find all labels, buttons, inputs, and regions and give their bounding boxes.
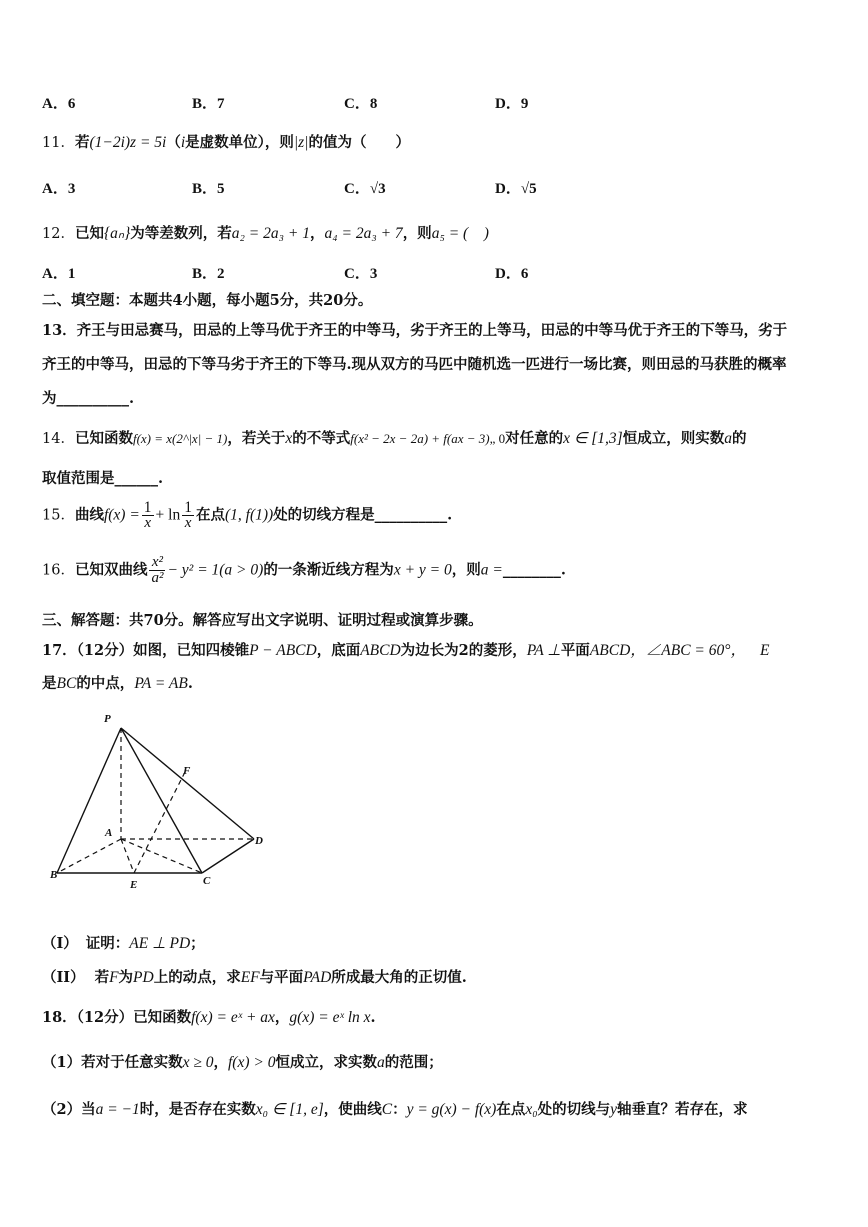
q12-options (42, 262, 782, 284)
q11-text-post: 的值为（ ） (308, 134, 410, 151)
q12-option-d: D．6 (495, 266, 529, 282)
q18-stem (42, 1006, 376, 1027)
label-E: E (130, 879, 138, 891)
q12-number: 12． (42, 226, 75, 242)
q12-text-mid1: 为等差数列，若 (130, 225, 232, 242)
q18-p1-f: f(x) > 0 (227, 1054, 276, 1071)
q11-option-c: C．√3 (344, 181, 386, 197)
q14-text-mid2: 的不等式 (292, 430, 351, 447)
q17-part2-c: 上的动点，求 (153, 969, 241, 986)
q11-number: 11． (42, 135, 75, 151)
q18-part-1 (42, 1051, 443, 1072)
q12-eq3: a₅ = ( ) (431, 225, 489, 242)
q18-p2-f: 处的切线与 (537, 1101, 611, 1118)
q15-stem (42, 500, 452, 531)
q14-a: a (724, 430, 732, 447)
q18-p1-a: 若对于任意实数 (81, 1054, 183, 1071)
q16-number: 16． (42, 562, 75, 579)
q10-option-d: D．9 (495, 96, 529, 112)
q11-options (42, 177, 782, 199)
q13-line-2: 齐王的中等马，田忌的下等马劣于齐王的下等马.现从双方的马匹中随机选一匹进行一场比赛，则田忌的马获胜的概率 (42, 356, 787, 373)
q11-text-mid: 是虚数单位），则 (185, 134, 294, 151)
q16-answer-var: a = (480, 561, 503, 579)
q17-line-2 (42, 672, 193, 693)
q17-part2-PAD: PAD (303, 969, 332, 986)
q11-text-pre: 若 (74, 134, 90, 151)
q13-line-1: 13．齐王与田忌赛马，田忌的上等马优于齐王的中等马，劣于齐王的上等马，田忌的中等马优于齐王的下等马，劣于 (42, 322, 788, 339)
q18-p2-x0b: x₀ (525, 1101, 538, 1118)
q14-text-mid1: ，若关于 (227, 430, 286, 447)
edge-PC (121, 728, 202, 873)
q10-option-c: C．8 (344, 96, 378, 112)
edge-EF (134, 772, 185, 873)
pyramid-figure (44, 708, 274, 893)
q17-part1-expr: AE ⊥ PD (129, 935, 191, 952)
q14-text-post: 的 (731, 430, 747, 447)
q17-part2-a: 若 (94, 969, 110, 986)
edge-AC (121, 839, 202, 873)
q17-text-b: ，底面 (316, 642, 361, 659)
q15-text-post: 处的切线方程是__________. (273, 506, 453, 524)
q14-function: f(x) = x(2^|x| − 1) (132, 431, 228, 446)
q14-inequality: f(x² − 2x − 2a) + f(ax − 3) (350, 431, 490, 446)
q17-E: E (759, 642, 770, 659)
q12-option-b: B．2 (192, 266, 225, 282)
q12-sequence: {aₙ} (103, 225, 131, 242)
q17-perp: PA ⊥ (526, 642, 561, 659)
q17-pa-eq-ab: PA = AB (134, 675, 188, 692)
q13-line-3: 为__________. (42, 390, 135, 407)
q14-variable: x (285, 430, 293, 447)
q18-p2-yaxis: y (610, 1101, 618, 1118)
section-solution-header: 三、解答题：共70分。解答应写出文字说明、证明过程或演算步骤。 (42, 612, 483, 629)
q18-p2-a: 当 (81, 1101, 96, 1118)
q12-text-pre: 已知 (74, 225, 104, 242)
q12-text-mid2: ，则 (402, 225, 432, 242)
q16-hyperbola: − y² = 1(a > 0) (167, 561, 264, 579)
q17-part2-b: 为 (118, 969, 134, 986)
q18-p2-label: （2） (42, 1101, 82, 1118)
label-P: P (104, 713, 111, 725)
q17-text-a: 17．（12分）如图，已知四棱锥 (42, 642, 250, 659)
q17-text-line2-b: 的中点， (76, 675, 135, 692)
q18-comma: ， (274, 1009, 290, 1026)
q17-part2-EF: EF (240, 969, 260, 986)
q18-p1-label: （1） (42, 1054, 82, 1071)
q17-part2-PD: PD (133, 969, 154, 986)
q14-text-mid3: 对任意的 (505, 430, 564, 447)
q17-line-1 (42, 638, 769, 660)
q17-base: ABCD (360, 642, 401, 659)
q16-frac-num: x² (149, 555, 165, 571)
q16-blank: ________. (502, 561, 566, 579)
q15-frac2-den: x (184, 515, 192, 531)
q16-text-mid: 的一条渐近线方程为 (263, 561, 394, 579)
q17-text-line2-c: . (187, 675, 193, 692)
label-D: D (255, 835, 263, 847)
q17-BC: BC (56, 675, 77, 692)
edge-CD (202, 839, 254, 873)
label-A: A (105, 827, 113, 839)
q18-p2-c: ，使曲线 (323, 1101, 382, 1118)
q16-text-mid2: ，则 (451, 561, 481, 579)
q17-part1-label: （I） (42, 935, 78, 952)
q17-pyramid: P − ABCD (249, 642, 317, 659)
q15-plus-ln: + ln (155, 506, 181, 524)
q18-p2-x0: x₀ ∈ [1, e] (255, 1101, 324, 1118)
label-C: C (203, 875, 211, 887)
q14-stem (42, 427, 746, 448)
q15-number: 15． (42, 507, 75, 524)
q18-p1-c: 恒成立，求实数 (275, 1054, 377, 1071)
q17-part2-e: 所成最大角的正切值. (331, 969, 467, 986)
q18-p1-d: 的范围； (384, 1054, 443, 1071)
q12-eq1: a₂ = 2a₃ + 1 (231, 225, 310, 242)
q17-text-c: 为边长为2的菱形， (400, 642, 527, 659)
q15-frac1-num: 1 (143, 499, 152, 516)
q15-function: f(x) = (103, 506, 140, 524)
q15-fraction-2 (182, 500, 194, 531)
q18-part-2 (42, 1098, 748, 1119)
q17-part2-d: 与平面 (259, 969, 304, 986)
q18-p2-cond: a = −1 (95, 1101, 140, 1118)
q17-part-1 (42, 932, 205, 953)
q18-f: f(x) = eˣ + ax (191, 1009, 275, 1026)
q17-part1-end: ； (190, 935, 205, 952)
q17-plane: ABCD (589, 642, 631, 659)
q14-number: 14． (42, 431, 75, 447)
q18-p1-a-var: a (376, 1054, 385, 1071)
q18-g: g(x) = eˣ ln x (289, 1009, 371, 1026)
q10-options (42, 92, 782, 114)
q15-frac2-num: 1 (184, 499, 192, 516)
q11-i: i (180, 134, 186, 151)
label-B: B (50, 869, 58, 881)
section-fill-in-header: 二、填空题：本题共4小题，每小题5分，共20分。 (42, 292, 373, 309)
q14-text-pre: 已知函数 (74, 430, 133, 447)
q15-point: (1, f(1)) (224, 506, 274, 524)
q18-p1-b: ， (213, 1054, 228, 1071)
q16-stem (42, 555, 566, 586)
q17-part2-label: （II） (42, 969, 85, 986)
q15-text-mid: 在点 (195, 506, 225, 524)
edge-AB (57, 839, 121, 873)
q15-frac1-den: x (144, 515, 151, 531)
q14-domain: x ∈ [1,3] (563, 430, 623, 447)
q18-p2-b: 时，是否存在实数 (139, 1101, 256, 1118)
q16-text-pre: 已知双曲线 (74, 561, 148, 579)
q17-part-2 (42, 966, 467, 987)
q18-dot: . (370, 1009, 376, 1026)
q11-expression: (1−2i)z = 5i (89, 134, 167, 151)
q18-text-a: 18．（12分）已知函数 (42, 1009, 192, 1026)
q12-comma: ， (309, 225, 325, 242)
q15-text-pre: 曲线 (74, 506, 104, 524)
q11-option-b: B．5 (192, 181, 225, 197)
q17-part2-F: F (109, 969, 119, 986)
q16-frac-den: a² (151, 570, 164, 586)
q12-option-a: A．1 (42, 266, 76, 282)
q17-angle: ，∠ABC = 60°， (630, 642, 746, 659)
edge-PB (57, 728, 121, 873)
q17-part1-text: 证明： (85, 935, 130, 952)
label-F: F (183, 765, 191, 777)
q11-paren: （ (166, 134, 181, 151)
q18-p2-e: 在点 (496, 1101, 526, 1118)
q18-p2-d: ： (392, 1101, 407, 1118)
q17-text-d: 平面 (560, 642, 590, 659)
edge-PD (121, 728, 254, 839)
q16-fraction (149, 555, 165, 586)
q10-option-a: A．6 (42, 96, 76, 112)
q11-abs-z: |z| (293, 134, 309, 151)
q12-option-c: C．3 (344, 266, 378, 282)
q10-option-b: B．7 (192, 96, 225, 112)
q18-p2-C: C (381, 1101, 393, 1118)
q18-p1-x: x ≥ 0 (182, 1054, 214, 1071)
q11-option-d: D．√5 (495, 181, 537, 197)
q16-asymptote: x + y = 0 (393, 561, 452, 579)
q18-p2-y: y = g(x) − f(x) (406, 1101, 497, 1118)
q12-eq2: a₄ = 2a₃ + 7 (324, 225, 403, 242)
q14-text-mid4: 恒成立，则实数 (622, 430, 725, 447)
q14-inequality-rhs: „ 0 (489, 431, 506, 446)
q17-text-line2-a: 是 (42, 675, 57, 692)
q12-stem (42, 221, 489, 243)
q15-fraction-1 (142, 500, 154, 531)
q14-line-2: 取值范围是______. (42, 470, 164, 487)
q11-stem (42, 131, 410, 152)
q11-option-a: A．3 (42, 181, 76, 197)
q18-p2-g: 轴垂直？若存在，求 (617, 1101, 748, 1118)
